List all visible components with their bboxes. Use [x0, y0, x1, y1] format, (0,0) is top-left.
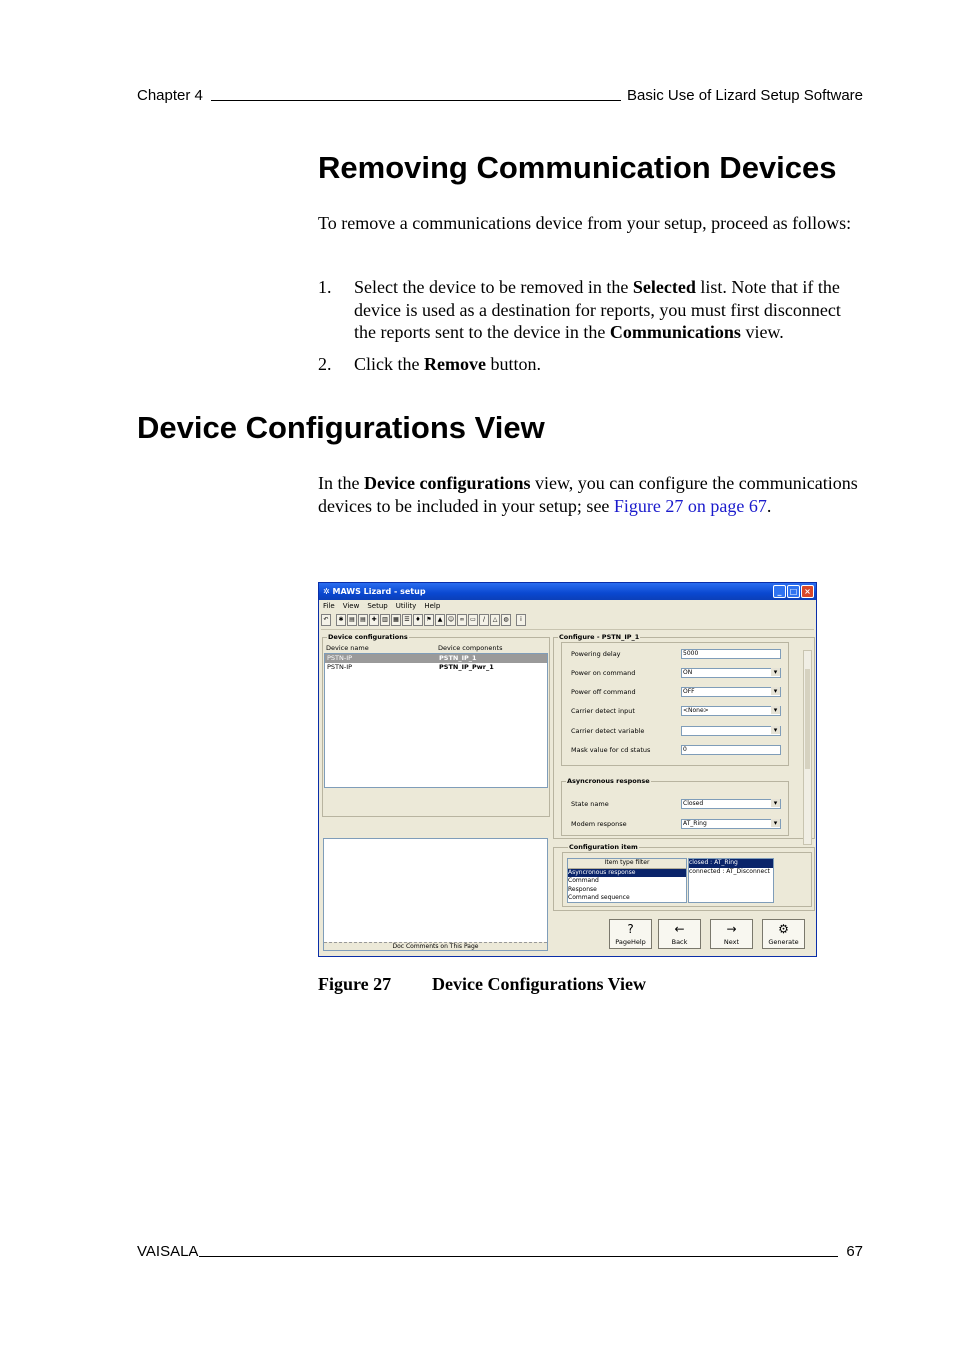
back-button[interactable]: ← Back	[658, 919, 701, 949]
list-item[interactable]: connected : AT_Disconnect	[689, 867, 770, 875]
column-device-name[interactable]: Device name	[326, 644, 369, 652]
toolbar	[321, 613, 814, 630]
toolbar-calc-icon[interactable]: ✚	[369, 614, 379, 626]
menu-utility[interactable]: Utility	[395, 602, 417, 610]
app-icon: ✲	[323, 587, 333, 596]
figure-caption	[318, 974, 646, 995]
item-type-filter-header[interactable]: Item type filter	[568, 859, 686, 869]
page-number: 67	[846, 1243, 863, 1260]
step-item: 1. Select the device to be removed in the Selected list. Note that if the device is used as a destination for reports, you must first disconnect the reports sent to the device in the Communications view.	[318, 277, 841, 342]
page-footer	[137, 1243, 863, 1260]
menu-view[interactable]: View	[342, 602, 360, 610]
scroll-thumb[interactable]	[805, 669, 810, 769]
next-button[interactable]: → Next	[710, 919, 753, 949]
menubar	[319, 600, 816, 612]
list-item[interactable]: closed : AT_Ring	[689, 859, 773, 868]
device-configurations-group: Device configurations Device name Device components PSTN-IP PSTN_IP_1 PSTN-IP PSTN_IP_Pwr_1	[322, 637, 550, 817]
toolbar-globe-icon[interactable]: ◍	[501, 614, 511, 626]
header-rule	[211, 100, 621, 101]
item-type-list[interactable]	[567, 858, 687, 903]
field-power-on: Power on command ON ▾	[571, 667, 781, 679]
footer-rule	[199, 1256, 838, 1257]
field-state-name: State name Closed ▾	[571, 798, 781, 810]
figure-link[interactable]: Figure 27 on page 67	[613, 495, 767, 516]
async-response-group: Asyncronous response	[561, 781, 789, 836]
list-item[interactable]: Command	[568, 877, 599, 884]
carrier-detect-variable-select[interactable]	[681, 726, 781, 736]
doc-comments-area[interactable]	[323, 838, 548, 951]
field-power-off: Power off command OFF ▾	[571, 686, 781, 698]
chapter-title: Basic Use of Lizard Setup Software	[627, 87, 863, 104]
toolbar-bell-icon[interactable]: △	[490, 614, 500, 626]
field-carrier-detect-variable: Carrier detect variable ▾	[571, 725, 781, 737]
device-list[interactable]	[324, 653, 548, 788]
carrier-detect-input-select[interactable]: <None> ▾	[681, 706, 781, 716]
configure-group: Configure - PSTN_IP_1 Powering delay 5000 Power on command ON ▾ Power off command OFF ▾ Carrier detect input <None> ▾ Carrier detect variable ▾ Mask value for cd status 0 Asyncronous response State name Closed ▾ Modem response AT_Ring ▾	[553, 637, 815, 839]
window-titlebar: ✲ MAWS Lizard - setup _ □ ×	[319, 583, 816, 600]
toolbar-report-icon[interactable]: ▦	[391, 614, 401, 626]
toolbar-sensor-icon[interactable]: ✱	[336, 614, 346, 626]
figure-label: Figure 27	[318, 974, 392, 994]
section-heading-device-config: Device Configurations View	[137, 410, 545, 445]
toolbar-people-icon[interactable]: ☺	[446, 614, 456, 626]
steps-list	[318, 276, 863, 384]
table-row[interactable]: PSTN-IP PSTN_IP_1	[325, 654, 547, 663]
toolbar-flag-icon[interactable]: ⚑	[424, 614, 434, 626]
left-panel	[322, 633, 550, 953]
figure-title: Device Configurations View	[432, 974, 646, 994]
toolbar-log-icon[interactable]: ☰	[402, 614, 412, 626]
menu-setup[interactable]: Setup	[367, 602, 388, 610]
mask-value-input[interactable]: 0	[681, 745, 781, 755]
maximize-icon[interactable]: □	[787, 585, 800, 598]
list-item[interactable]: Response	[568, 885, 597, 893]
field-carrier-detect-input: Carrier detect input <None> ▾	[571, 705, 781, 717]
menu-help[interactable]: Help	[424, 602, 441, 610]
field-powering-delay: Powering delay 5000	[571, 648, 781, 660]
toolbar-stat-icon[interactable]: ▥	[380, 614, 390, 626]
toolbar-dec-icon[interactable]: ▤	[347, 614, 357, 626]
field-mask-value: Mask value for cd status 0	[571, 744, 781, 756]
list-item[interactable]: Asyncronous response	[568, 869, 686, 878]
toolbar-undo-icon[interactable]: ↶	[321, 614, 331, 626]
toolbar-link-icon[interactable]: ∞	[457, 614, 467, 626]
gears-icon: ⚙	[778, 922, 789, 936]
lizard-window-screenshot	[318, 582, 817, 957]
step-item: 2. Click the Remove button.	[318, 353, 541, 374]
minimize-icon[interactable]: _	[773, 585, 786, 598]
modem-response-select[interactable]: AT_Ring ▾	[681, 819, 781, 829]
field-modem-response: Modem response AT_Ring ▾	[571, 818, 781, 830]
company-name: VAISALA	[137, 1243, 199, 1260]
table-row[interactable]: PSTN-IP PSTN_IP_Pwr_1	[327, 663, 494, 671]
arrow-left-icon: ←	[674, 922, 685, 936]
generate-button[interactable]: ⚙ Generate	[762, 919, 805, 949]
close-icon[interactable]: ×	[801, 585, 814, 598]
toolbar-page-icon[interactable]: ▭	[468, 614, 478, 626]
configure-scrollbar[interactable]	[803, 650, 812, 845]
state-name-select[interactable]: Closed ▾	[681, 799, 781, 809]
page-header	[137, 87, 863, 104]
help-icon: ?	[627, 922, 634, 936]
pagehelp-button[interactable]: ? PageHelp	[609, 919, 652, 949]
list-item[interactable]: Command sequence	[568, 894, 630, 901]
power-on-select[interactable]: ON ▾	[681, 668, 781, 678]
configuration-item-group: Configuration item Item type filter Asyncronous response Command Response Command sequence closed : AT_Ring connected : AT_Disconnect	[553, 847, 815, 911]
toolbar-tower-icon[interactable]: ▲	[435, 614, 445, 626]
toolbar-dec2-icon[interactable]: ▤	[358, 614, 368, 626]
device-config-paragraph: In the Device configurations view, you can configure the communications devices to be included in your setup; see Figure 27 on page 67.	[318, 473, 858, 516]
powering-delay-input[interactable]: 5000	[681, 649, 781, 659]
power-off-select[interactable]: OFF ▾	[681, 687, 781, 697]
doc-comments-bar[interactable]: Doc Comments on This Page	[324, 942, 547, 950]
menu-file[interactable]: File	[323, 602, 335, 610]
toolbar-line-icon[interactable]: /	[479, 614, 489, 626]
item-value-list[interactable]	[688, 858, 774, 903]
toolbar-info-icon[interactable]: i	[516, 614, 526, 626]
column-device-components[interactable]: Device components	[438, 644, 503, 652]
chapter-label: Chapter 4	[137, 87, 203, 104]
arrow-right-icon: →	[726, 922, 737, 936]
intro-paragraph: To remove a communications device from your setup, proceed as follows:	[318, 213, 852, 233]
toolbar-run-icon[interactable]: ♦	[413, 614, 423, 626]
right-panel	[553, 633, 815, 953]
section-heading-removing: Removing Communication Devices	[318, 150, 837, 185]
